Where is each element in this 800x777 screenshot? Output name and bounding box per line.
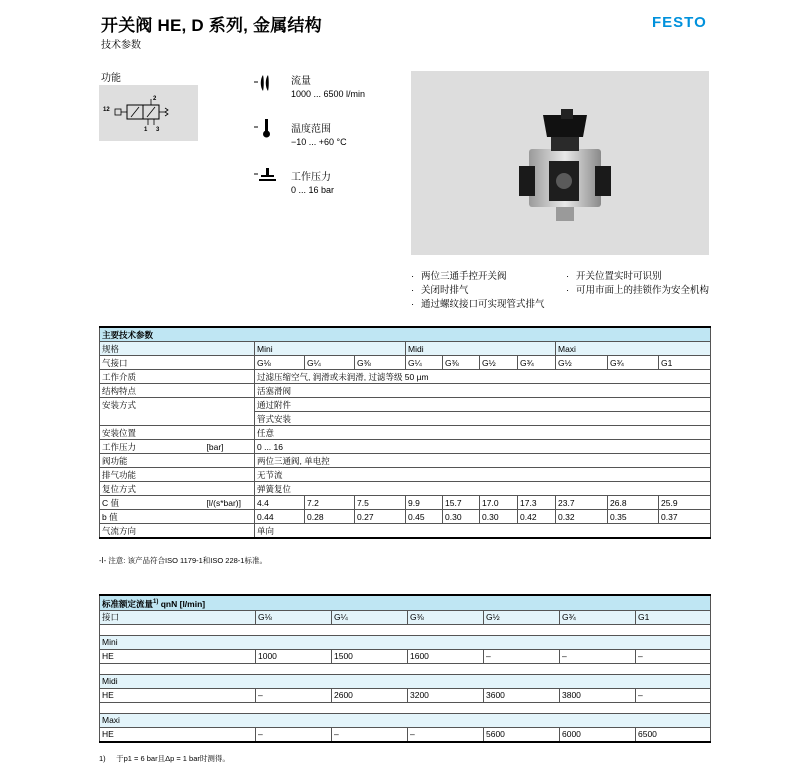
port-cell: G¼ <box>406 356 443 370</box>
function-label: 功能 <box>101 73 121 84</box>
c-value-cell: 17.0 <box>480 496 518 510</box>
feature-bullet: · 两位三通手控开关阀 <box>411 270 561 284</box>
port-12-label: 12 <box>103 107 110 113</box>
port-cell: G½ <box>556 356 608 370</box>
row-value: 无节流 <box>255 468 711 482</box>
port-cell: G⅜ <box>355 356 406 370</box>
port-header: G⅛ <box>256 610 332 624</box>
port-header: G1 <box>636 610 711 624</box>
row-value: 单向 <box>255 524 711 539</box>
row-label: HE <box>100 649 256 663</box>
port-header: G½ <box>484 610 560 624</box>
spec-label: 规格 <box>100 342 255 356</box>
port-2-label: 2 <box>153 96 157 102</box>
flow-cell: 1600 <box>408 649 484 663</box>
flow-cell: 5600 <box>484 727 560 742</box>
c-value-cell: 9.9 <box>406 496 443 510</box>
port-label: 接口 <box>100 610 256 624</box>
row-label: 复位方式 <box>100 482 255 496</box>
note-icon: -Ⅰ- <box>99 556 107 565</box>
b-value-cell: 0.42 <box>518 510 556 524</box>
flow-icon <box>254 73 274 93</box>
feature-temperature-label: 温度范围 <box>291 124 331 135</box>
feature-pressure-value: 0 ... 16 bar <box>291 185 335 195</box>
footnote-mark: 1) <box>99 754 106 763</box>
row-label: 阀功能 <box>100 454 255 468</box>
row-unit: [l/(s*bar)] <box>205 496 255 510</box>
b-value-cell: 0.44 <box>255 510 305 524</box>
row-value: 管式安装 <box>255 412 711 426</box>
feature-temperature-value: −10 ... +60 °C <box>291 137 347 147</box>
valve-symbol-icon <box>99 85 198 141</box>
port-cell: G¼ <box>305 356 355 370</box>
flow-cell: 1500 <box>332 649 408 663</box>
standard-note <box>99 555 267 566</box>
port-header: G¾ <box>560 610 636 624</box>
row-value: 过滤压缩空气, 润滑或未润滑, 过滤等级 50 µm <box>255 370 711 384</box>
flow-cell: – <box>484 649 560 663</box>
row-value: 任意 <box>255 426 711 440</box>
flow-cell: 2600 <box>332 688 408 702</box>
group-midi: Midi <box>100 674 711 688</box>
c-value-cell: 23.7 <box>556 496 608 510</box>
row-label: b 值 <box>100 510 255 524</box>
footnote <box>99 753 230 764</box>
c-value-cell: 4.4 <box>255 496 305 510</box>
port-header: G⅜ <box>408 610 484 624</box>
feature-bullet: · 关闭时排气 <box>411 284 561 298</box>
c-value-cell: 26.8 <box>608 496 659 510</box>
spacer <box>100 702 711 713</box>
thermometer-icon <box>254 118 274 138</box>
flow-cell: – <box>256 727 332 742</box>
c-value-cell: 15.7 <box>443 496 480 510</box>
flow-cell: – <box>408 727 484 742</box>
flow-cell: – <box>332 727 408 742</box>
port-header: G¼ <box>332 610 408 624</box>
b-value-cell: 0.27 <box>355 510 406 524</box>
c-value-cell: 7.5 <box>355 496 406 510</box>
row-label: 安装位置 <box>100 426 255 440</box>
main-table-title: 主要技术参数 <box>100 327 711 342</box>
port-cell: G¾ <box>608 356 659 370</box>
port-cell: G⅜ <box>443 356 480 370</box>
row-unit: [bar] <box>205 440 255 454</box>
row-label: HE <box>100 727 256 742</box>
flow-cell: – <box>636 649 711 663</box>
row-value: 通过附件 <box>255 398 711 412</box>
flow-cell: 6000 <box>560 727 636 742</box>
row-label: 安装方式 <box>100 398 255 412</box>
flow-cell: – <box>636 688 711 702</box>
flow-table-title: 标准额定流量$^{1)}$ qnN [l/min] <box>100 595 711 610</box>
pressure-icon <box>254 165 278 185</box>
port-cell: G1 <box>659 356 711 370</box>
b-value-cell: 0.30 <box>480 510 518 524</box>
row-label-empty <box>100 412 255 426</box>
c-value-cell: 25.9 <box>659 496 711 510</box>
brand-logo: FESTO <box>652 14 707 31</box>
row-value: 活塞滑阀 <box>255 384 711 398</box>
page-title: 开关阀 HE, D 系列, 金属结构 <box>101 16 322 35</box>
row-label: 结构特点 <box>100 384 255 398</box>
product-image <box>411 71 709 255</box>
row-value: 两位三通阀, 单电控 <box>255 454 711 468</box>
port-1-label: 1 <box>144 127 148 133</box>
feature-list-left <box>411 270 561 312</box>
row-label: 排气功能 <box>100 468 255 482</box>
row-label: C 值 <box>100 496 205 510</box>
feature-flow-value: 1000 ... 6500 l/min <box>291 89 366 99</box>
port-cell: G⅛ <box>255 356 305 370</box>
main-spec-table <box>99 326 711 539</box>
row-value: 弹簧复位 <box>255 482 711 496</box>
feature-pressure-label: 工作压力 <box>291 172 331 183</box>
feature-list-right <box>566 270 711 298</box>
row-label: 工作介质 <box>100 370 255 384</box>
feature-bullet: · 可用市面上的挂锁作为安全机构 <box>566 284 711 298</box>
b-value-cell: 0.45 <box>406 510 443 524</box>
row-label: HE <box>100 688 256 702</box>
valve-symbol <box>99 85 198 141</box>
flow-cell: 3200 <box>408 688 484 702</box>
group-mini: Mini <box>100 635 711 649</box>
flow-rate-table <box>99 594 711 743</box>
b-value-cell: 0.32 <box>556 510 608 524</box>
port-3-label: 3 <box>156 127 160 133</box>
b-value-cell: 0.37 <box>659 510 711 524</box>
feature-flow-label: 流量 <box>291 76 311 87</box>
footnote-text: 于p1 = 6 bar且Δp = 1 bar时测得。 <box>116 754 230 763</box>
b-value-cell: 0.35 <box>608 510 659 524</box>
spacer <box>100 624 711 635</box>
size-maxi: Maxi <box>556 342 711 356</box>
row-label: 气流方向 <box>100 524 255 539</box>
note-text: 注意: 该产品符合ISO 1179-1和ISO 228-1标准。 <box>108 556 267 565</box>
flow-cell: 6500 <box>636 727 711 742</box>
flow-cell: 3600 <box>484 688 560 702</box>
flow-cell: – <box>560 649 636 663</box>
page-subtitle: 技术参数 <box>101 40 141 51</box>
c-value-cell: 17.3 <box>518 496 556 510</box>
spacer <box>100 663 711 674</box>
feature-bullet: · 开关位置实时可识别 <box>566 270 711 284</box>
row-value: 0 ... 16 <box>255 440 711 454</box>
c-value-cell: 7.2 <box>305 496 355 510</box>
port-cell: G½ <box>480 356 518 370</box>
feature-bullet: · 通过螺纹接口可实现管式排气 <box>411 298 561 312</box>
flow-cell: 1000 <box>256 649 332 663</box>
valve-product-illustration <box>411 71 709 255</box>
flow-cell: – <box>256 688 332 702</box>
port-cell: G¾ <box>518 356 556 370</box>
flow-cell: 3800 <box>560 688 636 702</box>
row-label: 气接口 <box>100 356 255 370</box>
b-value-cell: 0.28 <box>305 510 355 524</box>
row-label: 工作压力 <box>100 440 205 454</box>
size-midi: Midi <box>406 342 556 356</box>
b-value-cell: 0.30 <box>443 510 480 524</box>
size-mini: Mini <box>255 342 406 356</box>
group-maxi: Maxi <box>100 713 711 727</box>
